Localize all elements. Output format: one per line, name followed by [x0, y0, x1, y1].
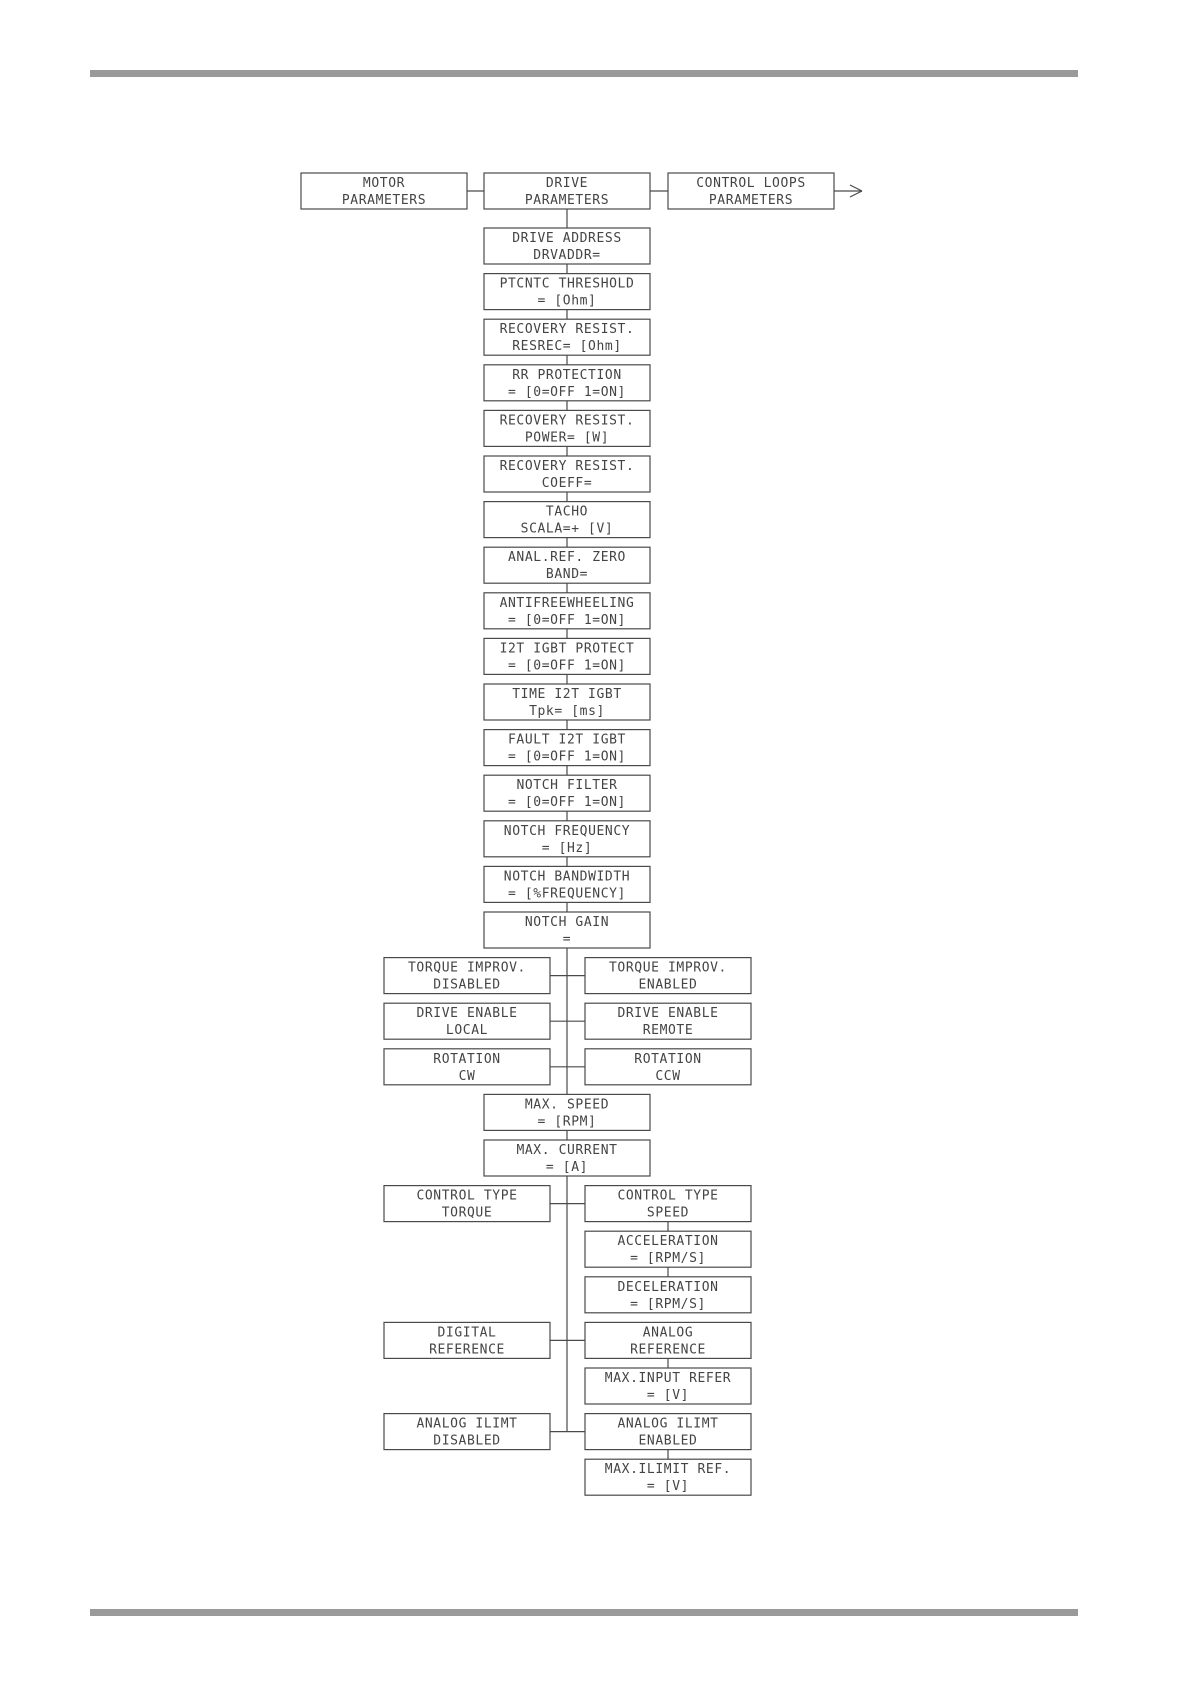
node-value: = [V]	[646, 1479, 690, 1495]
node-value: REFERENCE	[429, 1342, 505, 1358]
node-label: ANALOG ILIMT	[416, 1416, 518, 1432]
node-value: SPEED	[646, 1205, 690, 1221]
node-value: CCW	[655, 1068, 681, 1084]
node-torque-improv-disabled	[384, 958, 550, 994]
node-label: MAX.INPUT REFER	[604, 1371, 732, 1386]
node-value: = [0=OFF 1=ON]	[508, 795, 626, 811]
node-control-type-torque	[384, 1186, 550, 1222]
node-tacho	[484, 502, 650, 538]
node-label: FAULT I2T IGBT	[508, 732, 626, 748]
node-value: = [0=OFF 1=ON]	[508, 749, 626, 765]
node-label: DIGITAL	[437, 1325, 497, 1341]
node-value: = [%FREQUENCY]	[508, 886, 626, 902]
node-recovery-resist-coeff	[484, 456, 650, 492]
node-label: DRIVE	[545, 176, 589, 191]
node-value: REFERENCE	[630, 1342, 706, 1358]
node-value: BAND=	[545, 567, 589, 583]
node-analog-reference	[585, 1322, 751, 1358]
node-value: DISABLED	[433, 1433, 501, 1449]
node-label: ANAL.REF. ZERO	[508, 550, 626, 566]
node-rotation-ccw	[585, 1049, 751, 1085]
node-label: NOTCH FILTER	[516, 778, 618, 794]
node-label: DRIVE ADDRESS	[512, 231, 622, 246]
arrow-head-upper	[850, 185, 862, 191]
node-value: POWER= [W]	[524, 430, 610, 446]
node-max-speed	[484, 1094, 650, 1130]
node-label: RECOVERY RESIST.	[499, 459, 635, 474]
node-value: ENABLED	[638, 977, 698, 993]
node-analog-ilimt-disabled	[384, 1414, 550, 1450]
node-value: LOCAL	[445, 1023, 489, 1039]
node-label: NOTCH FREQUENCY	[503, 823, 631, 839]
node-control-loops	[668, 173, 834, 209]
node-label: ANALOG ILIMT	[617, 1416, 719, 1432]
node-value: SCALA=+ [V]	[520, 521, 614, 537]
node-value: = [V]	[646, 1388, 690, 1403]
node-control-type-speed	[585, 1186, 751, 1222]
node-rotation-cw	[384, 1049, 550, 1085]
node-value: = [A]	[545, 1160, 589, 1175]
node-digital-reference	[384, 1322, 550, 1358]
node-label: MAX. SPEED	[524, 1097, 610, 1113]
node-label: RR PROTECTION	[512, 367, 622, 383]
node-label: MAX. CURRENT	[516, 1143, 618, 1158]
node-label: TORQUE IMPROV.	[408, 960, 526, 976]
node-value: = [Hz]	[541, 840, 593, 856]
node-notch-gain	[484, 912, 650, 948]
node-value: = [Ohm]	[537, 293, 597, 309]
node-label: PTCNTC THRESHOLD	[499, 276, 635, 292]
node-analog-ilimt-enabled	[585, 1414, 751, 1450]
node-recovery-resist-power	[484, 410, 650, 446]
node-label: CONTROL TYPE	[617, 1188, 719, 1204]
node-max-current	[484, 1140, 650, 1176]
node-value: CW	[458, 1068, 476, 1084]
node-i2t-igbt-protect	[484, 638, 650, 674]
node-value: PARAMETERS	[708, 193, 794, 208]
node-label: NOTCH GAIN	[524, 915, 610, 930]
node-value: TORQUE	[441, 1205, 493, 1221]
node-value: = [RPM]	[537, 1114, 597, 1130]
node-acceleration	[585, 1231, 751, 1267]
node-label: ACCELERATION	[617, 1234, 719, 1250]
node-label: MOTOR	[362, 176, 406, 191]
node-value: = [RPM/S]	[630, 1296, 706, 1312]
node-recovery-resist	[484, 319, 650, 355]
node-label: NOTCH BANDWIDTH	[503, 869, 631, 885]
node-notch-bandwidth	[484, 866, 650, 902]
node-value: COEFF=	[541, 476, 593, 491]
node-rr-protection	[484, 365, 650, 401]
arrow-head-lower	[850, 191, 862, 197]
node-max-ilimit-ref	[585, 1459, 751, 1495]
node-label: RECOVERY RESIST.	[499, 322, 635, 338]
node-notch-frequency	[484, 821, 650, 857]
node-value: REMOTE	[642, 1023, 694, 1039]
node-value: PARAMETERS	[524, 193, 610, 208]
node-label: DRIVE ENABLE	[416, 1006, 518, 1022]
node-value: DRVADDR=	[533, 248, 601, 263]
node-value: ENABLED	[638, 1433, 698, 1449]
node-value: Tpk= [ms]	[529, 704, 605, 719]
node-value: = [0=OFF 1=ON]	[508, 658, 626, 674]
node-label: CONTROL TYPE	[416, 1188, 518, 1204]
node-drive-enable-local	[384, 1003, 550, 1039]
node-label: RECOVERY RESIST.	[499, 413, 635, 429]
node-notch-filter	[484, 775, 650, 811]
node-label: MAX.ILIMIT REF.	[604, 1462, 732, 1478]
node-torque-improv-enabled	[585, 958, 751, 994]
node-label: ROTATION	[433, 1051, 501, 1067]
node-value: DISABLED	[433, 977, 501, 993]
node-label: TIME I2T IGBT	[512, 687, 622, 702]
node-value: = [RPM/S]	[630, 1251, 706, 1267]
node-value: =	[562, 932, 572, 947]
node-ptcntc-threshold	[484, 274, 650, 310]
node-motor	[301, 173, 467, 209]
node-fault-i2t-igbt	[484, 730, 650, 766]
footer-rule	[90, 1609, 1078, 1616]
node-label: CONTROL LOOPS	[696, 176, 806, 191]
node-drive	[484, 173, 650, 209]
node-drive-enable-remote	[585, 1003, 751, 1039]
node-label: DECELERATION	[617, 1279, 719, 1295]
node-anal-ref-zero	[484, 547, 650, 583]
node-deceleration	[585, 1277, 751, 1313]
node-label: ANALOG	[642, 1325, 694, 1341]
node-value: PARAMETERS	[341, 193, 427, 208]
node-value: = [0=OFF 1=ON]	[508, 384, 626, 400]
node-max-input-refer	[585, 1368, 751, 1404]
node-value: RESREC= [Ohm]	[512, 339, 622, 355]
node-value: = [0=OFF 1=ON]	[508, 612, 626, 628]
node-label: I2T IGBT PROTECT	[499, 641, 635, 657]
node-label: TACHO	[545, 504, 589, 520]
node-label: TORQUE IMPROV.	[609, 960, 727, 976]
node-label: DRIVE ENABLE	[617, 1006, 719, 1022]
node-time-i2t-igbt	[484, 684, 650, 720]
node-antifreewheeling	[484, 593, 650, 629]
node-drive-address	[484, 228, 650, 264]
node-label: ANTIFREEWHEELING	[499, 595, 635, 611]
node-label: ROTATION	[634, 1051, 702, 1067]
